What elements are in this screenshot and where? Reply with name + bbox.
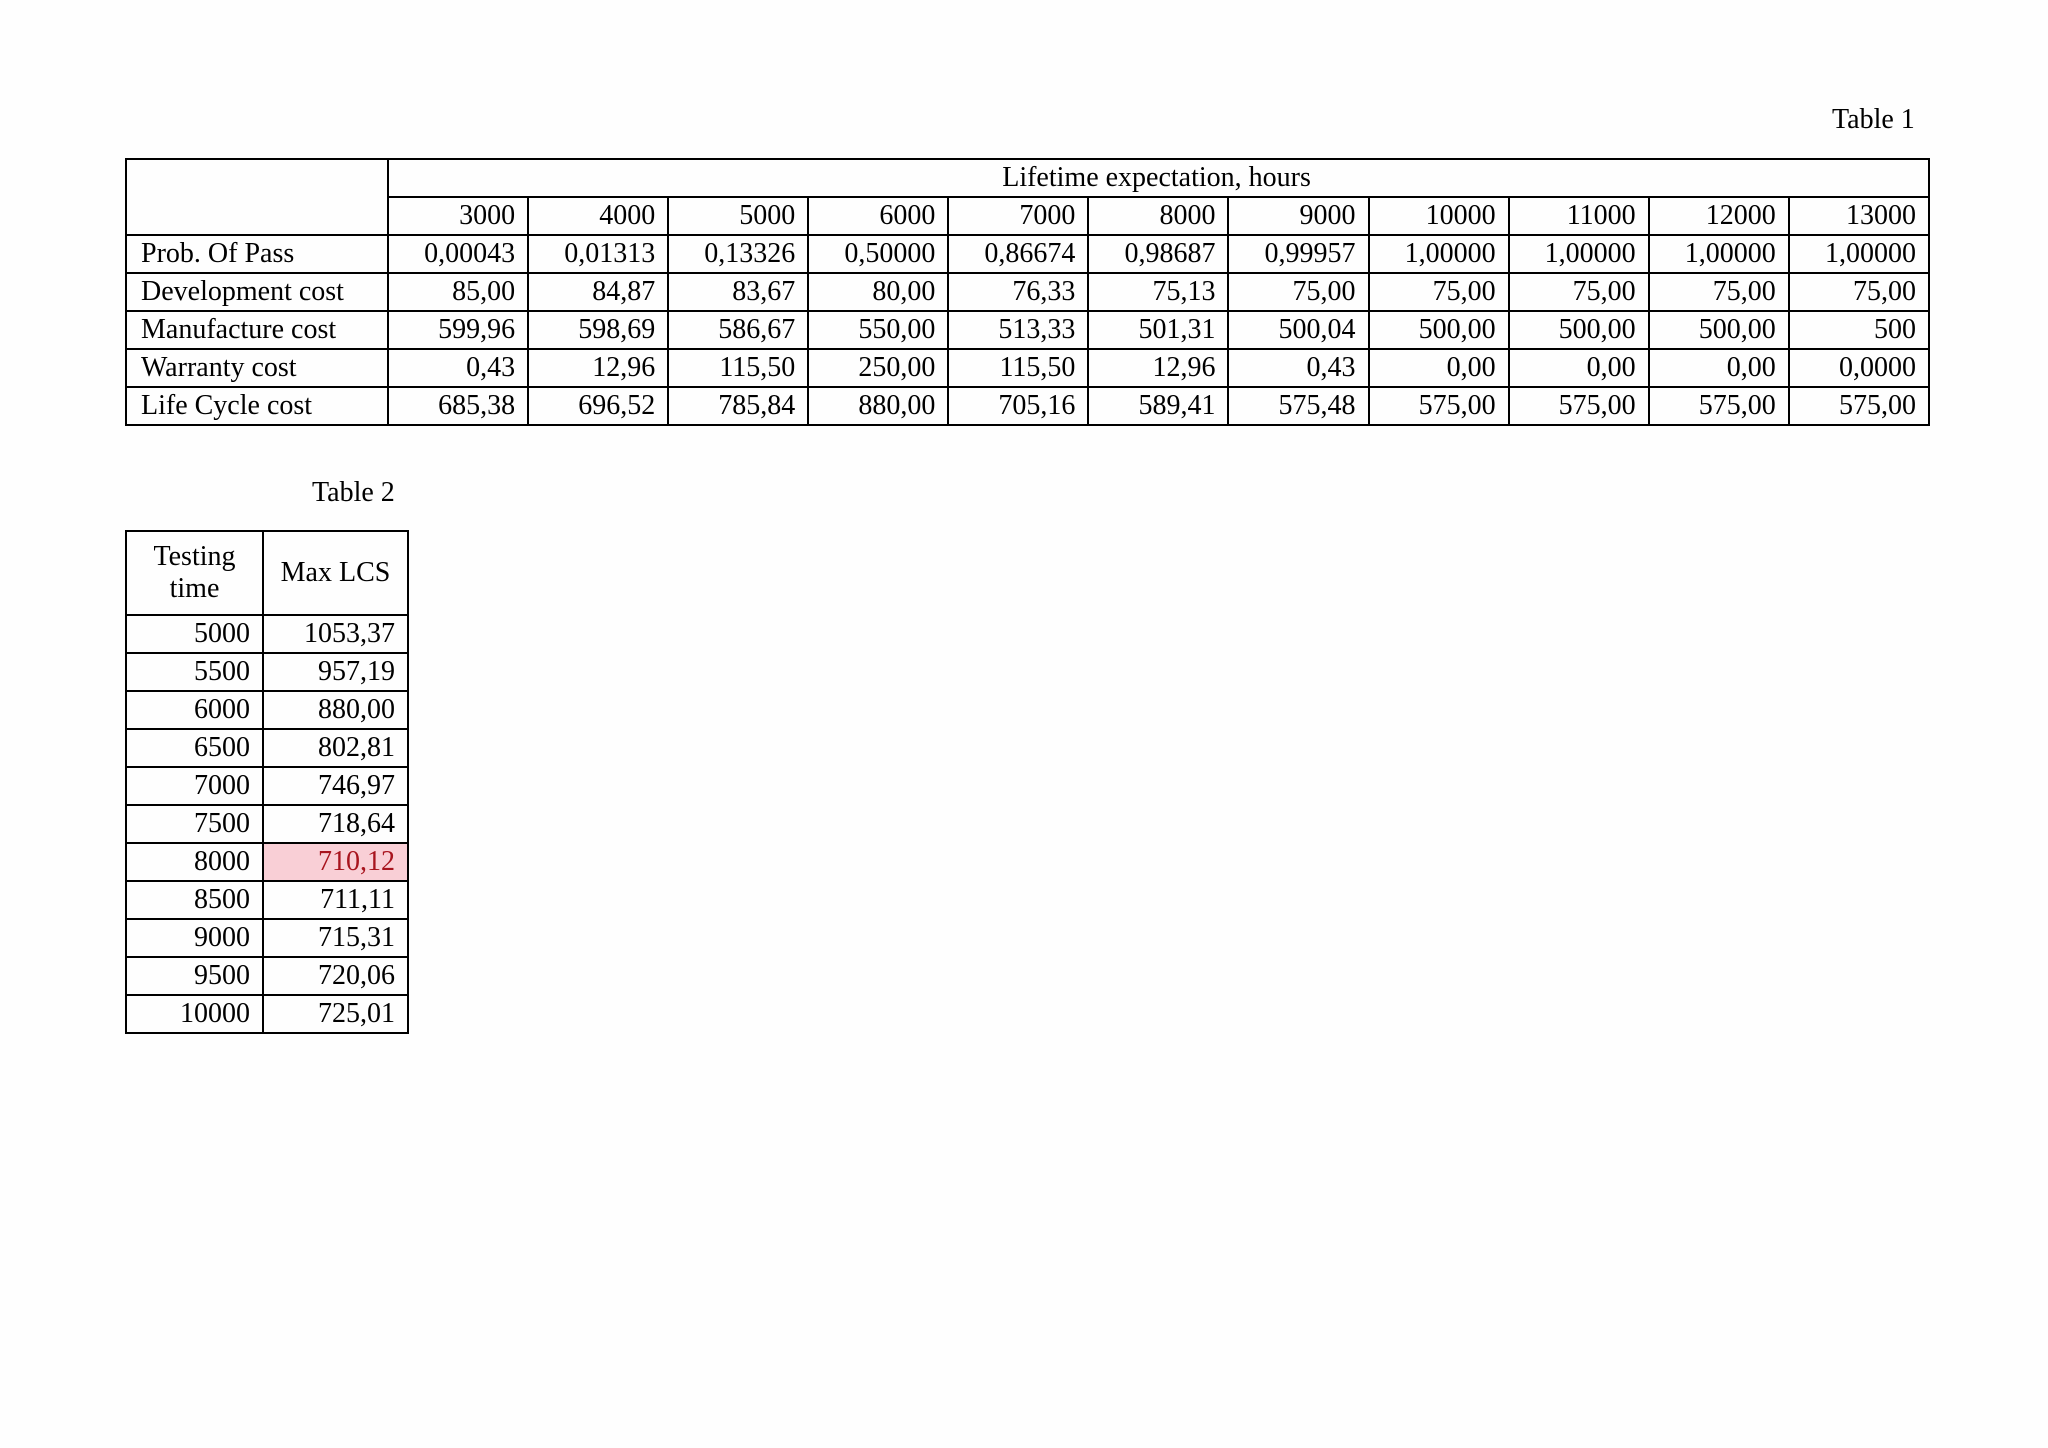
table-cell: 75,00 bbox=[1509, 273, 1649, 311]
table-row bbox=[126, 995, 408, 1033]
lifetime-column-header: 6000 bbox=[808, 197, 948, 235]
table-row bbox=[126, 691, 408, 729]
table-cell: 1,00000 bbox=[1369, 235, 1509, 273]
table-cell: 83,67 bbox=[668, 273, 808, 311]
table-cell: 115,50 bbox=[948, 349, 1088, 387]
testing-time-cell: 10000 bbox=[126, 995, 263, 1033]
table-row bbox=[126, 235, 1929, 273]
table-cell: 598,69 bbox=[528, 311, 668, 349]
table-cell: 0,43 bbox=[1228, 349, 1368, 387]
max-lcs-cell: 720,06 bbox=[263, 957, 408, 995]
table1-caption: Table 1 bbox=[1832, 104, 1915, 135]
table-row bbox=[126, 349, 1929, 387]
testing-time-cell: 9500 bbox=[126, 957, 263, 995]
table-cell: 0,50000 bbox=[808, 235, 948, 273]
row-label: Development cost bbox=[126, 273, 388, 311]
lifetime-column-header: 13000 bbox=[1789, 197, 1929, 235]
life-cycle-cost-table bbox=[125, 158, 1930, 426]
testing-time-cell: 8000 bbox=[126, 843, 263, 881]
table-cell: 75,00 bbox=[1369, 273, 1509, 311]
table-cell: 705,16 bbox=[948, 387, 1088, 425]
table-cell: 115,50 bbox=[668, 349, 808, 387]
table-cell: 513,33 bbox=[948, 311, 1088, 349]
table-cell: 80,00 bbox=[808, 273, 948, 311]
table2-caption: Table 2 bbox=[312, 477, 395, 508]
table-cell: 84,87 bbox=[528, 273, 668, 311]
max-lcs-cell: 715,31 bbox=[263, 919, 408, 957]
lifetime-column-header: 3000 bbox=[388, 197, 528, 235]
table-cell: 0,98687 bbox=[1088, 235, 1228, 273]
table-row bbox=[126, 843, 408, 881]
testing-time-cell: 7000 bbox=[126, 767, 263, 805]
table-row bbox=[126, 615, 408, 653]
testing-time-cell: 8500 bbox=[126, 881, 263, 919]
table-cell: 75,00 bbox=[1228, 273, 1368, 311]
table-cell: 75,00 bbox=[1789, 273, 1929, 311]
table-row bbox=[126, 919, 408, 957]
table-cell: 1,00000 bbox=[1649, 235, 1789, 273]
max-lcs-cell: 711,11 bbox=[263, 881, 408, 919]
table-row bbox=[126, 729, 408, 767]
table-row bbox=[126, 273, 1929, 311]
table-cell: 85,00 bbox=[388, 273, 528, 311]
table-cell: 685,38 bbox=[388, 387, 528, 425]
table-row bbox=[126, 881, 408, 919]
table-row bbox=[126, 767, 408, 805]
table-cell: 550,00 bbox=[808, 311, 948, 349]
table-cell: 785,84 bbox=[668, 387, 808, 425]
lifetime-column-header: 12000 bbox=[1649, 197, 1789, 235]
table-row bbox=[126, 311, 1929, 349]
max-lcs-header: Max LCS bbox=[263, 531, 408, 615]
max-lcs-cell: 718,64 bbox=[263, 805, 408, 843]
row-label: Life Cycle cost bbox=[126, 387, 388, 425]
table-cell: 12,96 bbox=[1088, 349, 1228, 387]
lifetime-columns-row bbox=[126, 197, 1929, 235]
table-cell: 589,41 bbox=[1088, 387, 1228, 425]
table-cell: 0,01313 bbox=[528, 235, 668, 273]
testing-time-cell: 6500 bbox=[126, 729, 263, 767]
lifetime-column-header: 8000 bbox=[1088, 197, 1228, 235]
table-cell: 0,00 bbox=[1509, 349, 1649, 387]
table-cell: 575,48 bbox=[1228, 387, 1368, 425]
table-cell: 1,00000 bbox=[1789, 235, 1929, 273]
lifetime-expectation-header: Lifetime expectation, hours bbox=[388, 159, 1929, 197]
table-cell: 0,00 bbox=[1649, 349, 1789, 387]
table-cell: 599,96 bbox=[388, 311, 528, 349]
table-cell: 586,67 bbox=[668, 311, 808, 349]
table-cell: 0,13326 bbox=[668, 235, 808, 273]
table-cell: 501,31 bbox=[1088, 311, 1228, 349]
table-row bbox=[126, 957, 408, 995]
table-cell: 880,00 bbox=[808, 387, 948, 425]
table-cell: 575,00 bbox=[1789, 387, 1929, 425]
max-lcs-cell: 725,01 bbox=[263, 995, 408, 1033]
table-cell: 575,00 bbox=[1509, 387, 1649, 425]
lifetime-column-header: 5000 bbox=[668, 197, 808, 235]
testing-time-cell: 5500 bbox=[126, 653, 263, 691]
max-lcs-cell: 957,19 bbox=[263, 653, 408, 691]
max-lcs-cell: 1053,37 bbox=[263, 615, 408, 653]
testing-time-cell: 9000 bbox=[126, 919, 263, 957]
max-lcs-cell: 880,00 bbox=[263, 691, 408, 729]
table-cell: 500 bbox=[1789, 311, 1929, 349]
table-cell: 12,96 bbox=[528, 349, 668, 387]
row-label: Prob. Of Pass bbox=[126, 235, 388, 273]
lifetime-column-header: 9000 bbox=[1228, 197, 1368, 235]
max-lcs-cell: 802,81 bbox=[263, 729, 408, 767]
table-row bbox=[126, 387, 1929, 425]
table-cell: 696,52 bbox=[528, 387, 668, 425]
table-cell: 76,33 bbox=[948, 273, 1088, 311]
testing-time-header: Testing time bbox=[126, 531, 263, 615]
testing-time-cell: 5000 bbox=[126, 615, 263, 653]
row-label: Manufacture cost bbox=[126, 311, 388, 349]
max-lcs-cell-highlighted: 710,12 bbox=[263, 843, 408, 881]
lifetime-column-header: 11000 bbox=[1509, 197, 1649, 235]
testing-time-cell: 7500 bbox=[126, 805, 263, 843]
table-cell: 0,00 bbox=[1369, 349, 1509, 387]
lifetime-column-header: 4000 bbox=[528, 197, 668, 235]
table-cell: 250,00 bbox=[808, 349, 948, 387]
table-cell: 0,00043 bbox=[388, 235, 528, 273]
corner-cell bbox=[126, 159, 388, 235]
row-label: Warranty cost bbox=[126, 349, 388, 387]
table-cell: 500,04 bbox=[1228, 311, 1368, 349]
lifetime-column-header: 7000 bbox=[948, 197, 1088, 235]
table-cell: 500,00 bbox=[1369, 311, 1509, 349]
max-lcs-table bbox=[125, 530, 409, 1034]
lifetime-column-header: 10000 bbox=[1369, 197, 1509, 235]
table-cell: 575,00 bbox=[1369, 387, 1509, 425]
table-cell: 575,00 bbox=[1649, 387, 1789, 425]
table-cell: 500,00 bbox=[1509, 311, 1649, 349]
table-cell: 0,0000 bbox=[1789, 349, 1929, 387]
table-cell: 0,86674 bbox=[948, 235, 1088, 273]
max-lcs-cell: 746,97 bbox=[263, 767, 408, 805]
table-cell: 0,99957 bbox=[1228, 235, 1368, 273]
table-cell: 1,00000 bbox=[1509, 235, 1649, 273]
table-cell: 75,00 bbox=[1649, 273, 1789, 311]
table-row bbox=[126, 805, 408, 843]
table-cell: 0,43 bbox=[388, 349, 528, 387]
table-cell: 75,13 bbox=[1088, 273, 1228, 311]
table-cell: 500,00 bbox=[1649, 311, 1789, 349]
testing-time-cell: 6000 bbox=[126, 691, 263, 729]
table-row bbox=[126, 653, 408, 691]
